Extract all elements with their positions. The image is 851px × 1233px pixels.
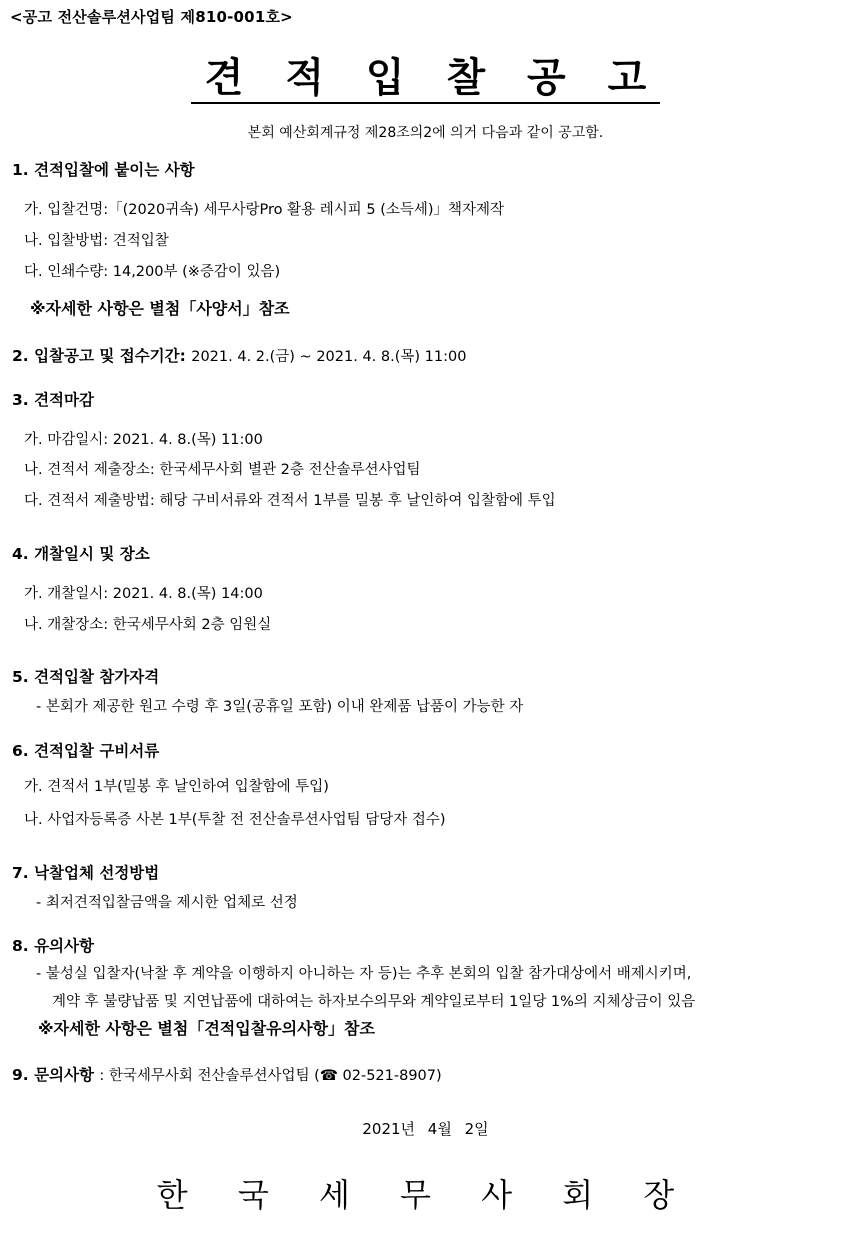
phone-icon: ☎ [319, 1068, 338, 1084]
section-4-heading: 4. 개찰일시 및 장소 [12, 545, 150, 563]
signer-name: 한 국 세 무 사 회 장 [156, 1176, 695, 1214]
section-6-item-b: 나. 사업자등록증 사본 1부(투찰 전 전산솔루션사업팀 담당자 접수) [24, 812, 446, 828]
section-2-heading [12, 344, 466, 366]
section-6-item-a: 가. 견적서 1부(밀봉 후 날인하여 입찰함에 투입) [24, 779, 329, 795]
document-title-wrapper [0, 54, 851, 104]
section-4-item-a: 가. 개찰일시: 2021. 4. 8.(목) 14:00 [24, 586, 263, 602]
section-8-heading: 8. 유의사항 [12, 937, 94, 955]
section-5-item: - 본회가 제공한 원고 수령 후 3일(공휴일 포함) 이내 완제품 납품이 가능한 자 [36, 699, 524, 715]
section-4-item-b: 나. 개찰장소: 한국세무사회 2층 임원실 [24, 617, 272, 633]
notice-date: 2021년 4월 2일 [362, 1120, 489, 1138]
section-5-heading: 5. 견적입찰 참가자격 [12, 668, 160, 686]
section-1-item-c: 다. 인쇄수량: 14,200부 (※증감이 있음) [24, 264, 281, 280]
section-7-heading: 7. 낙찰업체 선정방법 [12, 864, 160, 882]
section-6-heading: 6. 견적입찰 구비서류 [12, 742, 160, 760]
section-9-contact-prefix: : 한국세무사회 전산솔루션사업팀 ( [99, 1068, 320, 1084]
section-7-item: - 최저견적입찰금액을 제시한 업체로 선정 [36, 895, 298, 911]
section-2-period: 2021. 4. 2.(금) ~ 2021. 4. 8.(목) 11:00 [191, 349, 467, 365]
section-9-heading-label: 9. 문의사항 [12, 1066, 94, 1084]
section-2-heading-label: 2. 입찰공고 및 접수기간: [12, 347, 186, 365]
section-1-heading: 1. 견적입찰에 붙이는 사항 [12, 161, 195, 179]
section-8-item-line1: - 불성실 입찰자(낙찰 후 계약을 이행하지 아니하는 자 등)는 추후 본회의 입찰 참가대상에서 배제시키며, [36, 966, 692, 982]
document-title: 견 적 입 찰 공 고 [191, 54, 660, 104]
intro-text: 본회 예산회계규정 제28조의2에 의거 다음과 같이 공고함. [247, 125, 604, 141]
notice-number: <공고 전산솔루션사업팀 제810-001호> [10, 8, 293, 26]
section-1-item-b: 나. 입찰방법: 견적입찰 [24, 233, 169, 249]
section-8-note: ※자세한 사항은 별첨「견적입찰유의사항」참조 [38, 1019, 375, 1038]
section-1-note: ※자세한 사항은 별첨「사양서」참조 [30, 299, 290, 318]
section-3-item-b: 나. 견적서 제출장소: 한국세무사회 별관 2층 전산솔루션사업팀 [24, 462, 421, 478]
section-3-item-a: 가. 마감일시: 2021. 4. 8.(목) 11:00 [24, 432, 263, 448]
section-3-heading: 3. 견적마감 [12, 391, 94, 409]
section-9-heading [12, 1063, 442, 1085]
section-9-contact-number: 02-521-8907) [337, 1068, 442, 1084]
section-8-item-line2: 계약 후 불량납품 및 지연납품에 대하여는 하자보수의무와 계약일로부터 1일당 1%의 지체상금이 있음 [52, 994, 696, 1010]
section-1-item-a: 가. 입찰건명:「(2020귀속) 세무사랑Pro 활용 레시피 5 (소득세)」책자제작 [24, 202, 505, 218]
section-3-item-c: 다. 견적서 제출방법: 해당 구비서류와 견적서 1부를 밀봉 후 날인하여 입찰함에 투입 [24, 493, 556, 509]
